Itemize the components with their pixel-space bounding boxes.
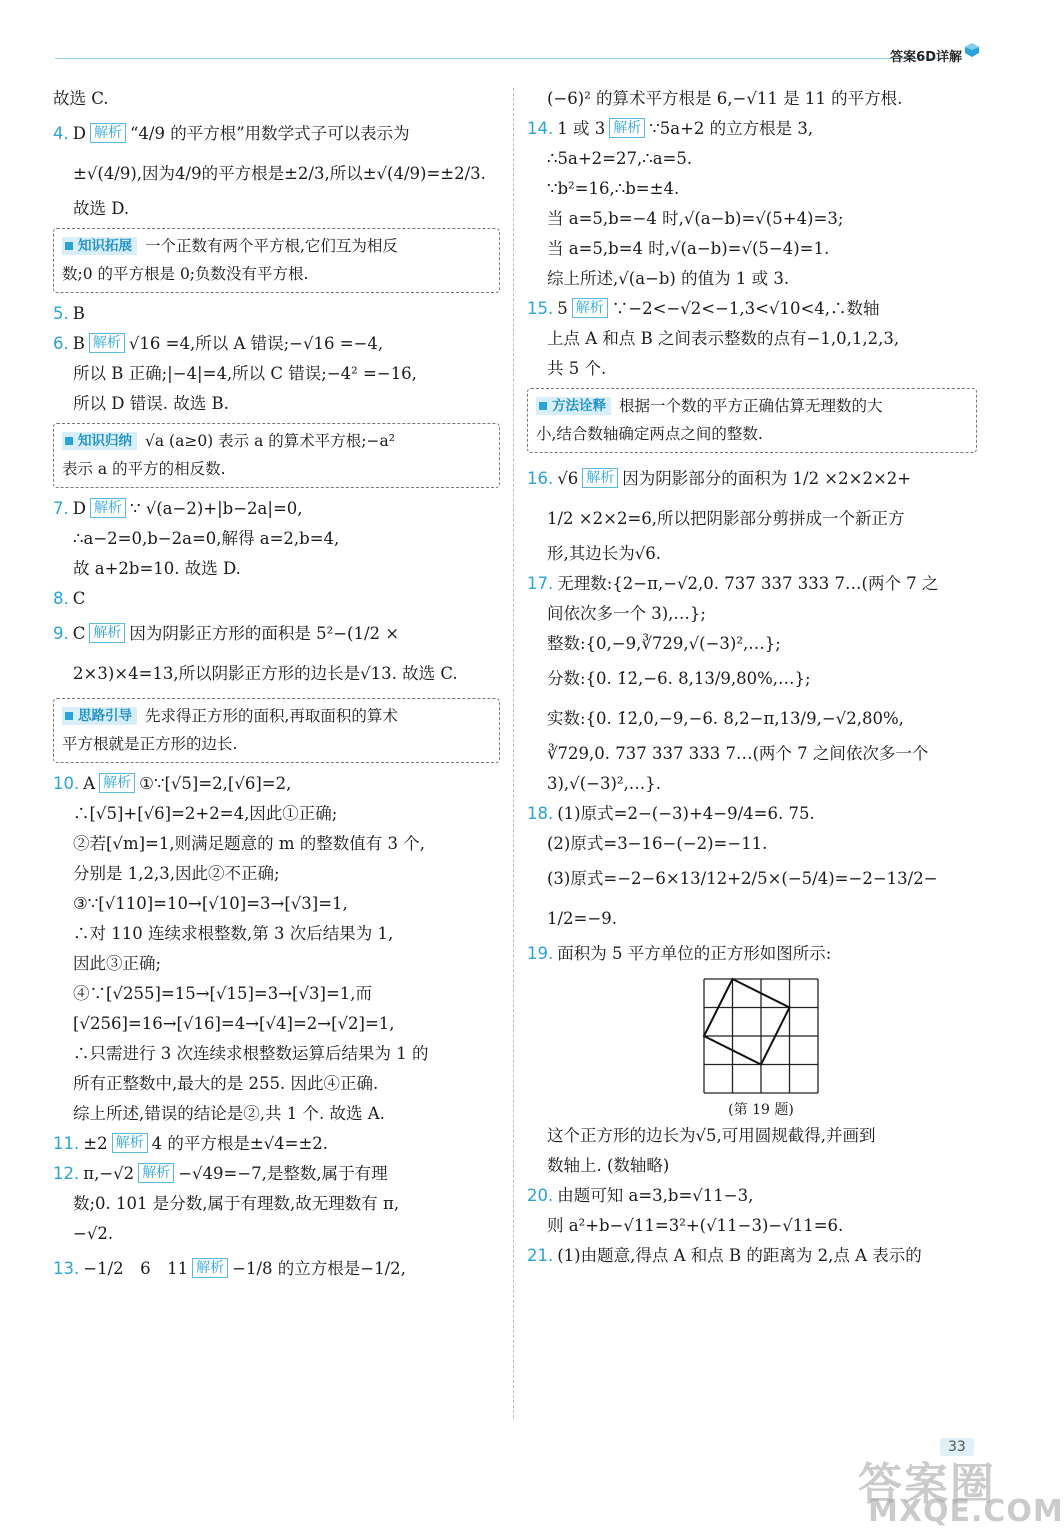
line-text: ③∵[√110]=10→[√10]=3→[√3]=1, [73, 894, 348, 913]
line-text: ∴5a+2=27,∴a=5. [547, 149, 693, 168]
right-column [527, 84, 977, 1271]
analysis-tag: 解析 [572, 298, 608, 318]
text-line [527, 499, 977, 539]
line-text: 当 a=5,b=−4 时,√(a−b)=√(5+4)=3; [547, 209, 844, 228]
line-text: 分数:{0. 1̇2̇,−6. 8,13/9,80%,…}; [547, 669, 811, 688]
line-text: 上点 A 和点 B 之间表示整数的点有−1,0,1,2,3, [547, 329, 900, 348]
answer: −1/2 6 11 [83, 1259, 189, 1278]
text-line [527, 324, 977, 354]
text-line [53, 359, 500, 389]
line-text: 整数:{0,−9,∛729,√(−3)²,…}; [547, 634, 781, 653]
tip-text: 表示 a 的平方的相反数. [62, 460, 226, 478]
text-line [53, 859, 500, 889]
line-text: 1/2 ×2×2=6,所以把阴影部分剪拼成一个新正方 [547, 509, 905, 528]
text-line [53, 1189, 500, 1219]
answer: D [72, 124, 86, 143]
text-line [53, 194, 500, 224]
line-text: 故选 D. [73, 199, 130, 218]
line-text: ∵5a+2 的立方根是 3, [649, 119, 814, 138]
square-bullet-icon [539, 402, 547, 410]
question-number: 8. [53, 589, 69, 608]
text-line [53, 949, 500, 979]
text-line [53, 1039, 500, 1069]
line-text: 面积为 5 平方单位的正方形如图所示: [557, 944, 832, 963]
line-text: (1)由题意,得点 A 和点 B 的距离为 2,点 A 表示的 [557, 1246, 922, 1265]
tip-box [527, 388, 977, 453]
line-text: −√49=−7,是整数,属于有理 [178, 1164, 388, 1183]
header-rule [55, 58, 955, 59]
line-text: “4/9 的平方根”用数学式子可以表示为 [129, 124, 410, 143]
question-number: 6. [53, 334, 69, 353]
line-text: (−6)² 的算术平方根是 6,−√11 是 11 的平方根. [547, 89, 903, 108]
analysis-tag: 解析 [90, 123, 126, 143]
line-text: 无理数:{2−π,−√2,0. 737 337 333 7…(两个 7 之 [557, 574, 939, 593]
text-line [527, 799, 977, 829]
text-line [53, 1099, 500, 1129]
answer: 5 [557, 299, 568, 318]
text-line [53, 889, 500, 919]
text-line [53, 799, 500, 829]
analysis-tag: 解析 [89, 623, 125, 643]
text-line [527, 1121, 977, 1151]
question-number: 11. [53, 1134, 80, 1153]
text-line [53, 1219, 500, 1249]
question-number: 12. [53, 1164, 80, 1183]
line-text: 2×3)×4=13,所以阴影正方形的边长是√13. 故选 C. [73, 664, 458, 683]
text-line [527, 629, 977, 659]
line-text: 4 的平方根是±√4=±2. [151, 1134, 329, 1153]
line-text: ∵b²=16,∴b=±4. [547, 179, 680, 198]
answer: A [83, 774, 96, 793]
line-text: 实数:{0. 1̇2̇,0,−9,−6. 8,2−π,13/9,−√2,80%, [547, 709, 904, 728]
text-line [53, 614, 500, 654]
question-number: 21. [527, 1246, 554, 1265]
text-line [527, 264, 977, 294]
grid-figure [702, 977, 820, 1095]
text-line [53, 494, 500, 524]
line-text: ∵ √(a−2)+|b−2a|=0, [129, 499, 303, 518]
question-number: 5. [53, 304, 69, 323]
tip-tag: 思路引导 [62, 707, 137, 725]
text-line [53, 524, 500, 554]
question-number: 19. [527, 944, 554, 963]
text-line [527, 144, 977, 174]
question-number: 16. [527, 469, 554, 488]
text-line [527, 204, 977, 234]
text-line [53, 979, 500, 1009]
question-number: 9. [53, 624, 69, 643]
text-line [53, 329, 500, 359]
line-text: 当 a=5,b=4 时,√(a−b)=√(5−4)=1. [547, 239, 830, 258]
answer: B [72, 304, 85, 323]
answer: C [72, 624, 86, 643]
question-number: 7. [53, 499, 69, 518]
line-text: 综上所述,√(a−b) 的值为 1 或 3. [547, 269, 790, 288]
line-text: ∛729,0. 737 337 333 7…(两个 7 之间依次多一个 [547, 744, 929, 763]
tip-text: 小,结合数轴确定两点之间的整数. [536, 425, 763, 443]
analysis-tag: 解析 [112, 1133, 148, 1153]
text-line [527, 459, 977, 499]
text-line [53, 554, 500, 584]
hexagon-logo-icon [964, 42, 980, 58]
line-text: (3)原式=−2−6×13/12+2/5×(−5/4)=−2−13/2− [547, 869, 938, 888]
text-line [527, 699, 977, 739]
left-column [53, 84, 500, 1289]
text-line [527, 1211, 977, 1241]
text-line [53, 1009, 500, 1039]
line-text: 因为阴影部分的面积为 1/2 ×2×2×2+ [622, 469, 912, 488]
text-line [53, 154, 500, 194]
header-title: 答案6D详解 [890, 50, 962, 65]
text-line [53, 1159, 500, 1189]
text-line [53, 919, 500, 949]
question-number: 17. [527, 574, 554, 593]
question-number: 20. [527, 1186, 554, 1205]
text-line [527, 114, 977, 144]
line-text: 分别是 1,2,3,因此②不正确; [73, 864, 280, 883]
text-line [53, 114, 500, 154]
tip-tag: 知识归纳 [62, 432, 137, 450]
line-text: ∴对 110 连续求根整数,第 3 次后结果为 1, [73, 924, 394, 943]
text-line [53, 299, 500, 329]
tip-text: 平方根就是正方形的边长. [62, 735, 238, 753]
line-text: 所以 B 正确;|−4|=4,所以 C 错误;−4² =−16, [73, 364, 417, 383]
text-line [527, 599, 977, 629]
tip-box [53, 228, 500, 293]
line-text: 形,其边长为√6. [547, 544, 662, 563]
tilted-square [704, 979, 790, 1065]
line-text: −√2. [73, 1224, 114, 1243]
line-text: (1)原式=2−(−3)+4−9/4=6. 75. [557, 804, 815, 823]
line-text: 所有正整数中,最大的是 255. 因此④正确. [73, 1074, 379, 1093]
text-line [53, 1129, 500, 1159]
answer: C [72, 589, 86, 608]
text-line [527, 294, 977, 324]
line-text: 因为阴影正方形的面积是 5²−(1/2 × [129, 624, 400, 643]
tip-box [53, 698, 500, 763]
text-line [527, 569, 977, 599]
text-line [53, 84, 500, 114]
text-line [527, 234, 977, 264]
line-text: ④∵[√255]=15→[√15]=3→[√3]=1,而 [73, 984, 373, 1003]
square-bullet-icon [65, 437, 73, 445]
line-text: ①∵[√5]=2,[√6]=2, [139, 774, 292, 793]
text-line [527, 769, 977, 799]
tip-text: 一个正数有两个平方根,它们互为相反 [145, 237, 398, 255]
tip-tag: 知识拓展 [62, 237, 137, 255]
analysis-tag: 解析 [99, 773, 135, 793]
analysis-tag: 解析 [192, 1258, 228, 1278]
line-text: 共 5 个. [547, 359, 607, 378]
text-line [527, 1241, 977, 1271]
line-text: ②若[√m]=1,则满足题意的 m 的整数值有 3 个, [73, 834, 425, 853]
text-line [53, 829, 500, 859]
line-text: 综上所述,错误的结论是②,共 1 个. 故选 A. [73, 1104, 385, 1123]
line-text: ∴a−2=0,b−2a=0,解得 a=2,b=4, [73, 529, 340, 548]
text-line [53, 1249, 500, 1289]
question-number: 15. [527, 299, 554, 318]
line-text: [√256]=16→[√16]=4→[√4]=2→[√2]=1, [73, 1014, 395, 1033]
text-line [527, 1151, 977, 1181]
text-line [527, 939, 977, 969]
answer: D [72, 499, 86, 518]
line-text: ∵−2<−√2<−1,3<√10<4,∴数轴 [611, 299, 880, 318]
line-text: 3),√(−3)²,…}. [547, 774, 661, 793]
text-line [527, 739, 977, 769]
page-number: 33 [940, 1438, 974, 1456]
text-line [527, 174, 977, 204]
line-text: ∴只需进行 3 次连续求根整数运算后结果为 1 的 [73, 1044, 429, 1063]
line-text: 数轴上. (数轴略) [547, 1156, 670, 1175]
text-line [527, 354, 977, 384]
watermark-url: MXQE.COM [868, 1494, 1064, 1529]
tip-text: 数;0 的平方根是 0;负数没有平方根. [62, 265, 309, 283]
text-line [527, 899, 977, 939]
text-line [53, 769, 500, 799]
text-line [527, 84, 977, 114]
line-text: (2)原式=3−16−(−2)=−11. [547, 834, 768, 853]
line-text: 这个正方形的边长为√5,可用圆规截得,并画到 [547, 1126, 876, 1145]
tip-tag: 方法诠释 [536, 397, 611, 415]
answer: √6 [557, 469, 579, 488]
tip-text: 根据一个数的平方正确估算无理数的大 [619, 397, 883, 415]
line-text: 则 a²+b−√11=3²+(√11−3)−√11=6. [547, 1216, 844, 1235]
analysis-tag: 解析 [89, 333, 125, 353]
text-line [53, 389, 500, 419]
line-text: 所以 D 错误. 故选 B. [73, 394, 229, 413]
column-divider [513, 88, 514, 1418]
line-text: 故选 C. [53, 89, 109, 108]
analysis-tag: 解析 [609, 118, 645, 138]
line-text: −1/8 的立方根是−1/2, [232, 1259, 406, 1278]
line-text: 因此③正确; [73, 954, 162, 973]
tip-text: √a (a≥0) 表示 a 的算术平方根;−a² [145, 432, 395, 450]
text-line [53, 584, 500, 614]
text-line [527, 539, 977, 569]
question-number: 18. [527, 804, 554, 823]
answer: π,−√2 [83, 1164, 135, 1183]
watermark-logo: 答案圈 [858, 1459, 996, 1510]
analysis-tag: 解析 [582, 468, 618, 488]
analysis-tag: 解析 [90, 498, 126, 518]
square-bullet-icon [65, 712, 73, 720]
line-text: 数;0. 101 是分数,属于有理数,故无理数有 π, [73, 1194, 400, 1213]
answer: ±2 [83, 1134, 108, 1153]
line-text: 由题可知 a=3,b=√11−3, [557, 1186, 754, 1205]
text-line [527, 829, 977, 859]
text-line [53, 654, 500, 694]
line-text: √16 =4,所以 A 错误;−√16 =−4, [128, 334, 384, 353]
answer: 1 或 3 [557, 119, 606, 138]
line-text: 故 a+2b=10. 故选 D. [73, 559, 241, 578]
analysis-tag: 解析 [138, 1163, 174, 1183]
answer: B [72, 334, 85, 353]
text-line [53, 1069, 500, 1099]
text-line [527, 859, 977, 899]
question-number: 14. [527, 119, 554, 138]
figure-caption: (第 19 题) [728, 1102, 794, 1118]
question-number: 10. [53, 774, 80, 793]
question-number: 4. [53, 124, 69, 143]
line-text: ∴[√5]+[√6]=2+2=4,因此①正确; [73, 804, 338, 823]
text-line [527, 1181, 977, 1211]
tip-text: 先求得正方形的面积,再取面积的算术 [145, 707, 398, 725]
line-text: 1/2=−9. [547, 909, 617, 928]
tip-box [53, 423, 500, 488]
line-text: ±√(4/9),因为4/9的平方根是±2/3,所以±√(4/9)=±2/3. [73, 164, 486, 183]
square-bullet-icon [65, 242, 73, 250]
question-number: 13. [53, 1259, 80, 1278]
line-text: 间依次多一个 3),…}; [547, 604, 706, 623]
text-line [527, 659, 977, 699]
